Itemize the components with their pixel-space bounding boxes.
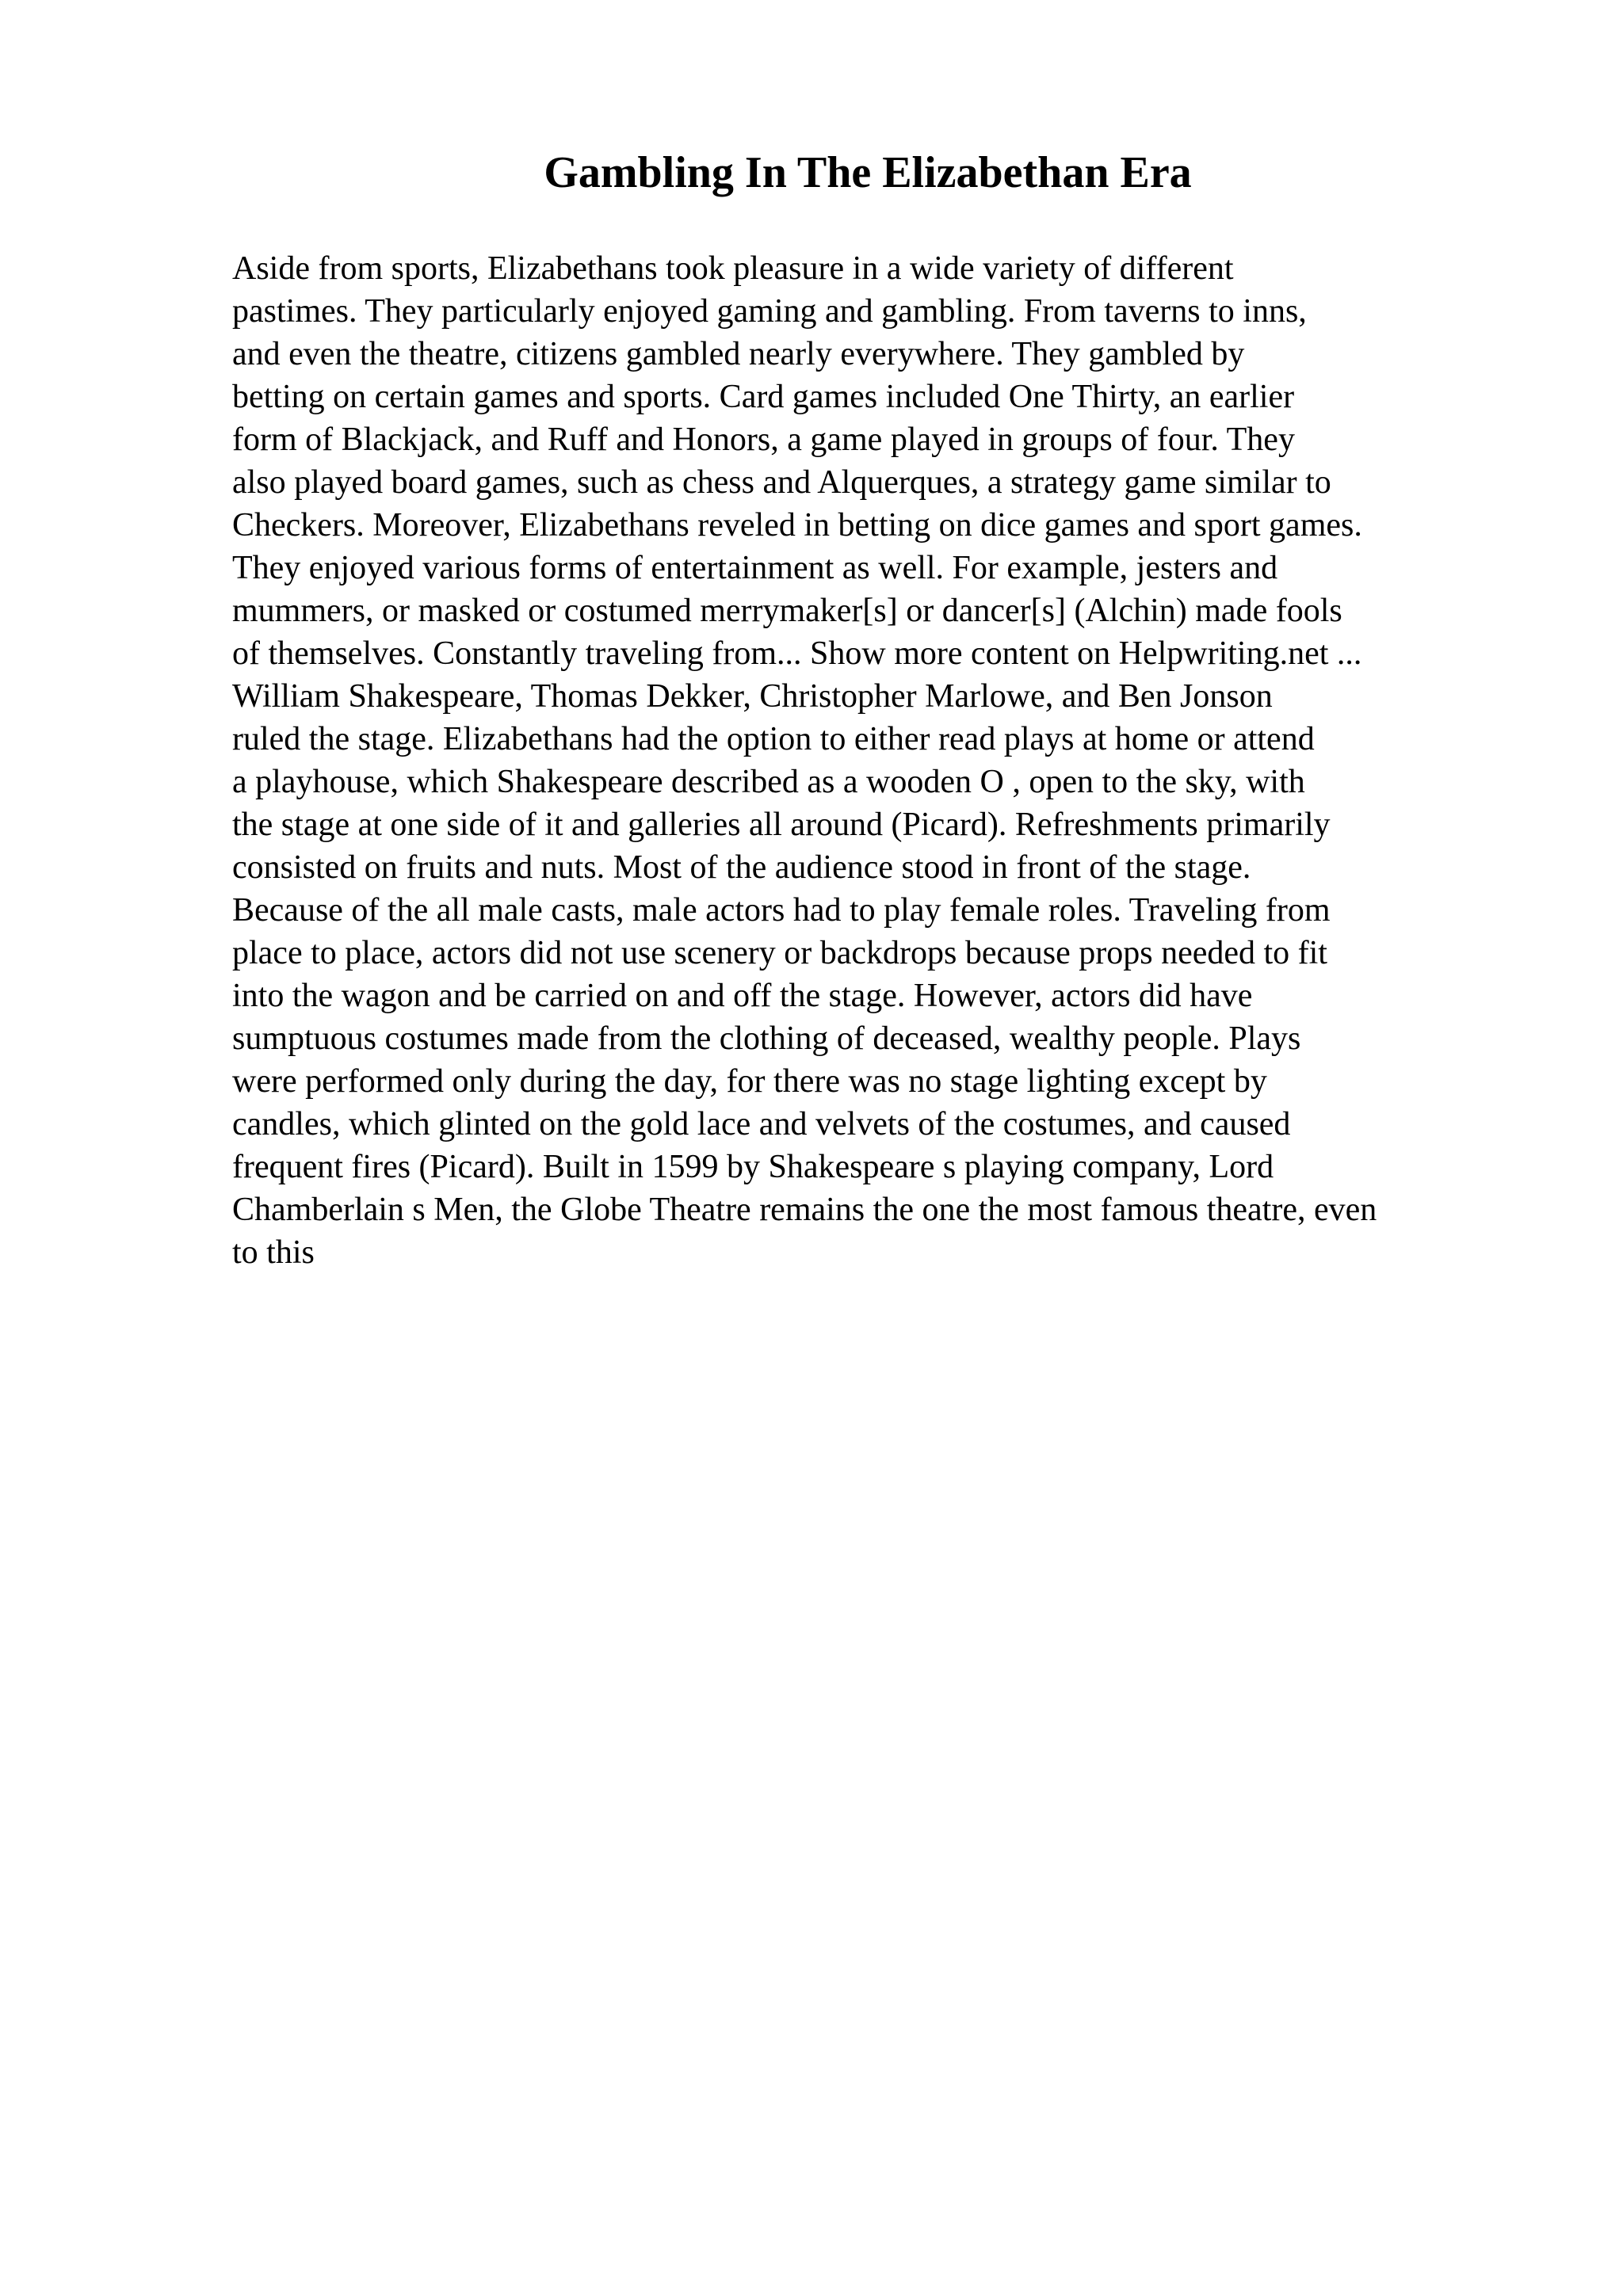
body-line: frequent fires (Picard). Built in 1599 by Shakespeare s playing company, Lord	[232, 1149, 1274, 1185]
document-title: Gambling In The Elizabethan Era	[544, 148, 1192, 197]
body-line: a playhouse, which Shakespeare described as a wooden O , open to the sky, with	[232, 764, 1305, 800]
body-line: Because of the all male casts, male actors had to play female roles. Traveling from	[232, 892, 1331, 929]
document-body	[232, 247, 1595, 1274]
body-line: Aside from sports, Elizabethans took pleasure in a wide variety of different	[232, 250, 1234, 287]
body-line: of themselves. Constantly traveling from... Show more content on Helpwriting.net ...	[232, 635, 1362, 672]
body-line: consisted on fruits and nuts. Most of the audience stood in front of the stage.	[232, 849, 1251, 886]
body-line: Chamberlain s Men, the Globe Theatre remains the one the most famous theatre, even	[232, 1192, 1377, 1228]
body-line: Checkers. Moreover, Elizabethans reveled in betting on dice games and sport games.	[232, 507, 1362, 543]
body-line: They enjoyed various forms of entertainment as well. For example, jesters and	[232, 550, 1278, 586]
body-line: mummers, or masked or costumed merrymaker[s] or dancer[s] (Alchin) made fools	[232, 593, 1342, 629]
body-line: pastimes. They particularly enjoyed gaming and gambling. From taverns to inns,	[232, 293, 1307, 330]
body-line: form of Blackjack, and Ruff and Honors, a game played in groups of four. They	[232, 421, 1295, 458]
body-line: also played board games, such as chess and Alquerques, a strategy game similar to	[232, 464, 1331, 501]
body-line: the stage at one side of it and galleries all around (Picard). Refreshments primarily	[232, 807, 1331, 843]
body-line: place to place, actors did not use scenery or backdrops because props needed to fit	[232, 935, 1327, 971]
body-line: ruled the stage. Elizabethans had the option to either read plays at home or attend	[232, 721, 1315, 757]
body-line: were performed only during the day, for there was no stage lighting except by	[232, 1063, 1267, 1100]
body-line: into the wagon and be carried on and off the stage. However, actors did have	[232, 978, 1253, 1014]
body-line: and even the theatre, citizens gambled nearly everywhere. They gambled by	[232, 336, 1245, 372]
body-line: William Shakespeare, Thomas Dekker, Christopher Marlowe, and Ben Jonson	[232, 678, 1273, 715]
body-line: to this	[232, 1234, 315, 1271]
body-line: sumptuous costumes made from the clothing of deceased, wealthy people. Plays	[232, 1020, 1301, 1057]
body-line: betting on certain games and sports. Card games included One Thirty, an earlier	[232, 379, 1295, 415]
body-line: candles, which glinted on the gold lace and velvets of the costumes, and caused	[232, 1106, 1291, 1142]
